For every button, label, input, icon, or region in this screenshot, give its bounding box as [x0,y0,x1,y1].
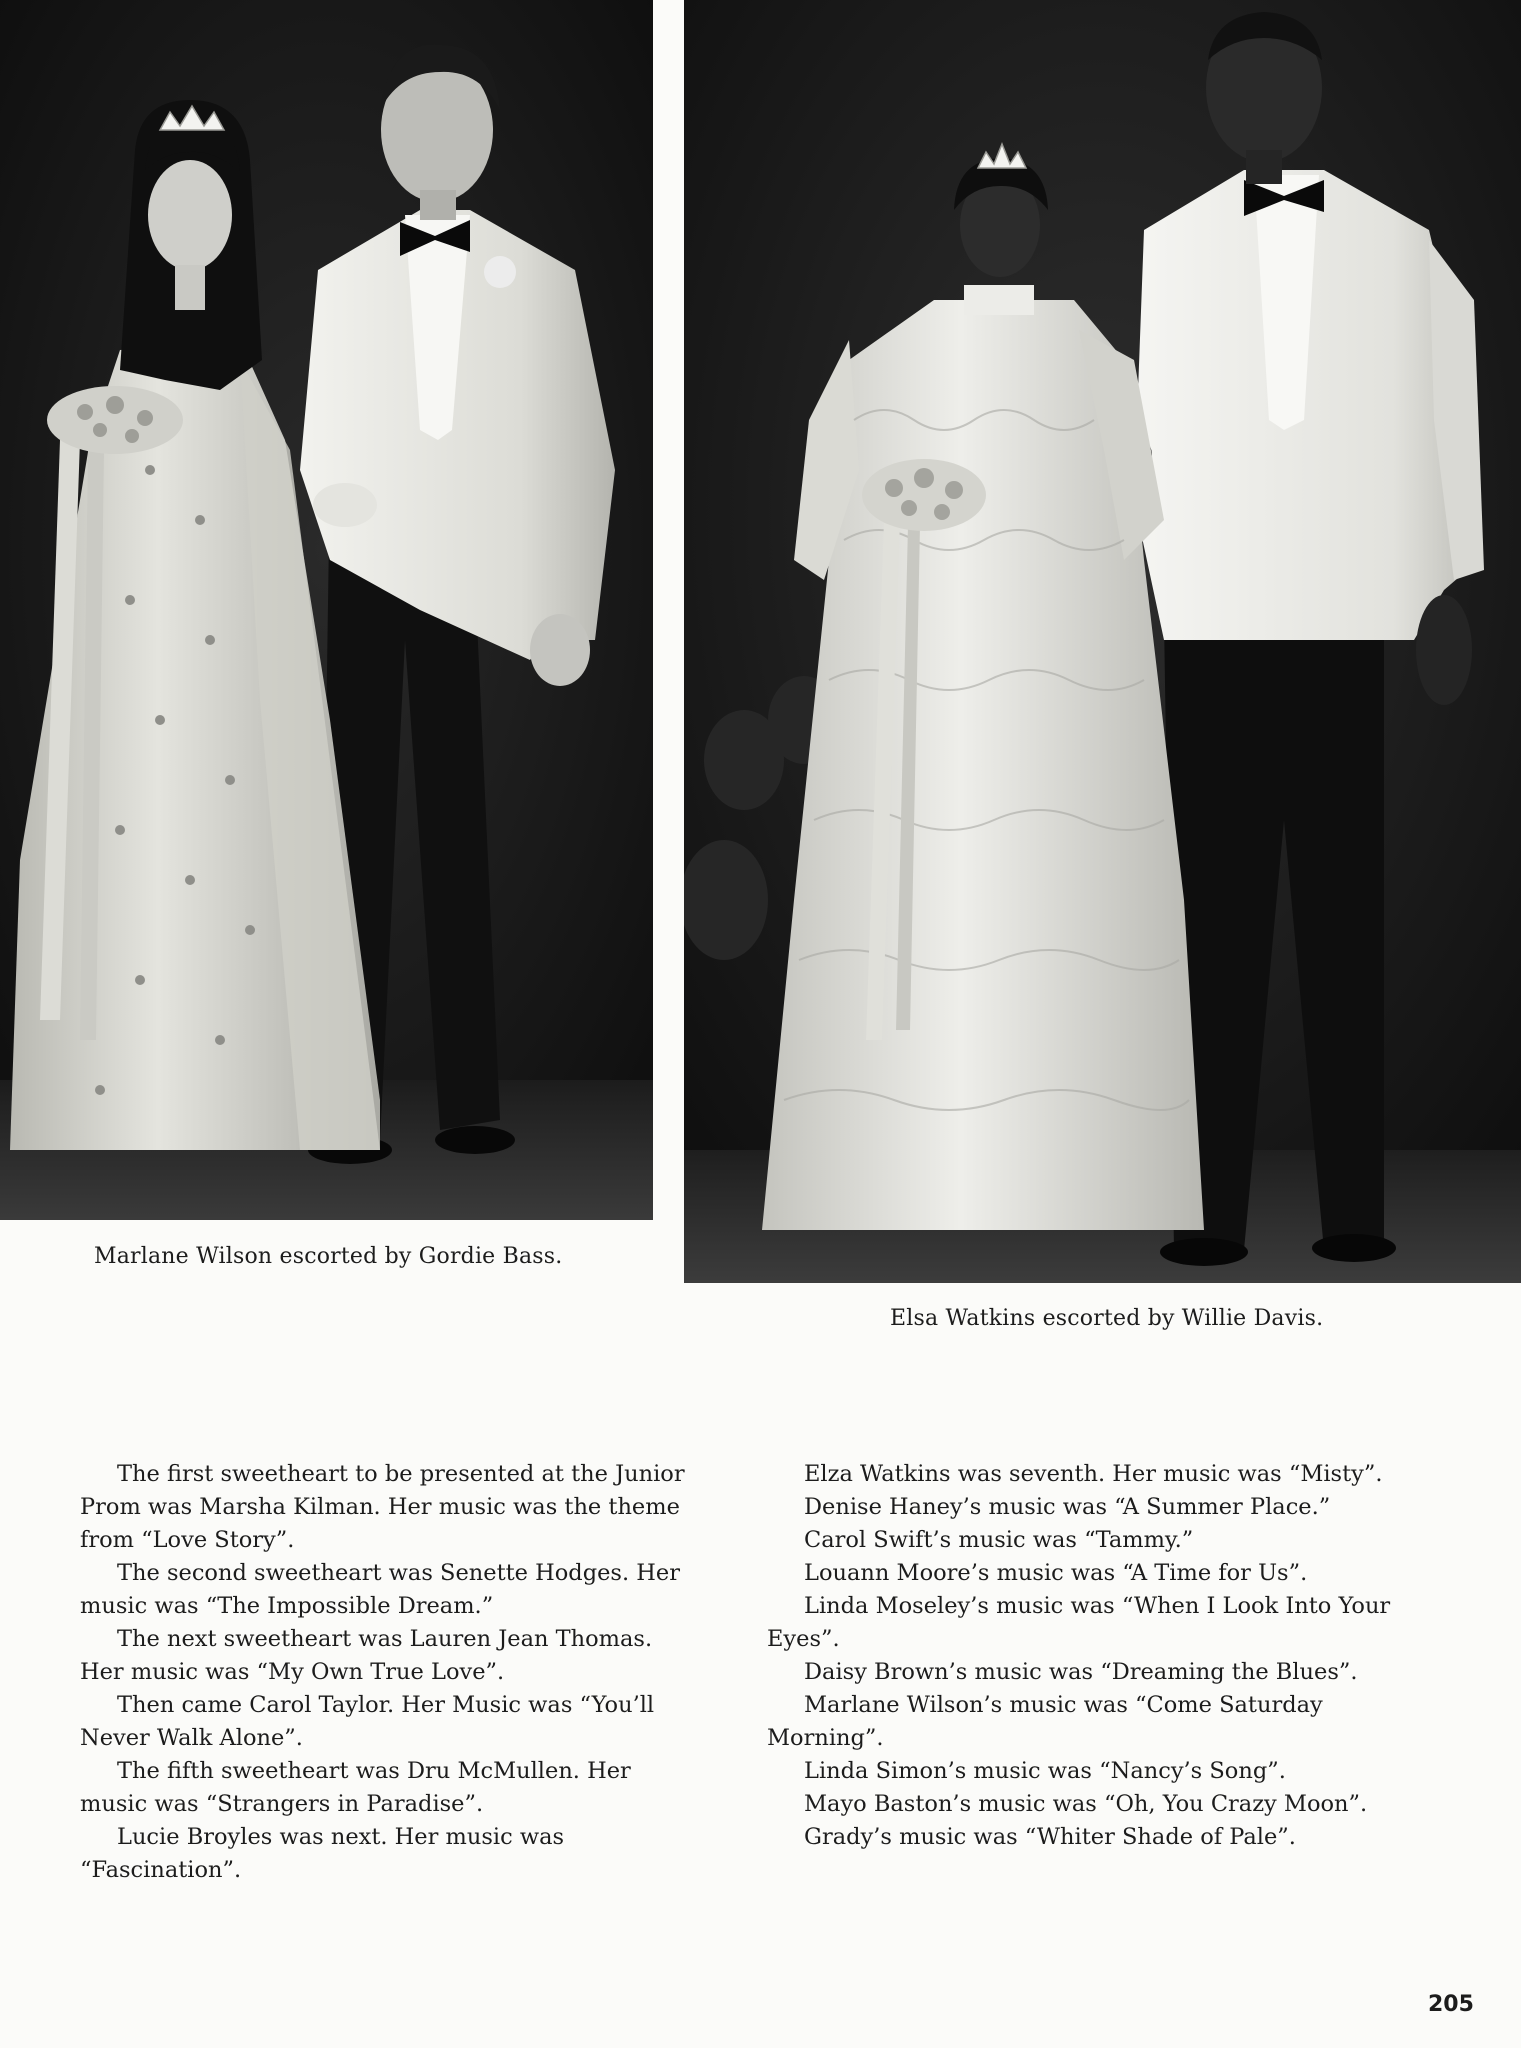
photo-caption-right: Elsa Watkins escorted by Willie Davis. [890,1306,1324,1331]
article-paragraph: The fifth sweetheart was Dru McMullen. Her music was “Strangers in Paradise”. [80,1758,631,1817]
photo-right-illustration [684,0,1521,1283]
article-paragraph: Denise Haney’s music was “A Summer Place.” [804,1494,1331,1520]
article-paragraph: Louann Moore’s music was “A Time for Us”. [804,1560,1308,1586]
article-paragraph: The first sweetheart to be presented at the Junior Prom was Marsha Kilman. Her music was the theme from “Love Story”. [80,1461,685,1553]
article-paragraph: Daisy Brown’s music was “Dreaming the Blues”. [804,1659,1358,1685]
article-paragraph: Linda Simon’s music was “Nancy’s Song”. [804,1758,1286,1784]
page-number: 205 [1428,1992,1474,2017]
article-paragraph: Carol Swift’s music was “Tammy.” [804,1527,1194,1553]
article-paragraph: Mayo Baston’s music was “Oh, You Crazy Moon”. [804,1791,1368,1817]
photo-left-illustration [0,0,653,1220]
article-paragraph: The next sweetheart was Lauren Jean Thomas. Her music was “My Own True Love”. [80,1626,653,1685]
article-paragraph: Lucie Broyles was next. Her music was “Fascination”. [80,1824,565,1883]
article-paragraph: Grady’s music was “Whiter Shade of Pale”. [804,1824,1296,1850]
article-paragraph: Elza Watkins was seventh. Her music was “Misty”. [804,1461,1383,1487]
article-paragraph: Then came Carol Taylor. Her Music was “You’ll Never Walk Alone”. [80,1692,655,1751]
article-column-left [80,1458,700,1887]
photo-marlane-wilson-gordie-bass [0,0,653,1220]
article-paragraph: Marlane Wilson’s music was “Come Saturday Morning”. [767,1692,1323,1751]
photo-caption-left: Marlane Wilson escorted by Gordie Bass. [94,1244,563,1269]
article-column-right [767,1458,1407,1854]
photo-elsa-watkins-willie-davis [684,0,1521,1283]
article-paragraph: The second sweetheart was Senette Hodges. Her music was “The Impossible Dream.” [80,1560,680,1619]
article-paragraph: Linda Moseley’s music was “When I Look Into Your Eyes”. [767,1593,1391,1652]
